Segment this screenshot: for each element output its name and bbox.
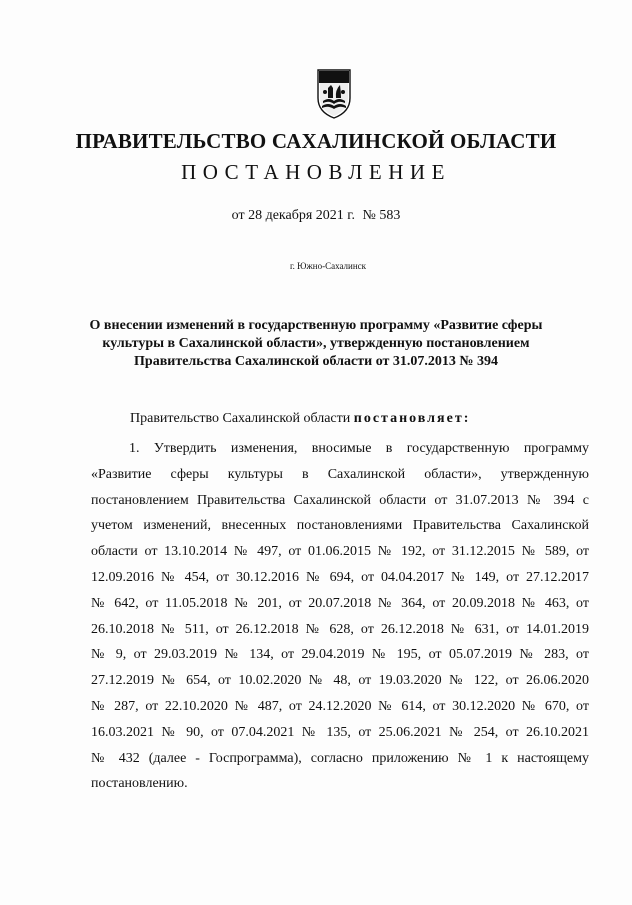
paragraph-line: № 642, от 11.05.2018 № 201, от 20.07.2018 № 364, от 20.09.2018 № 463, от (91, 595, 589, 611)
paragraph-line: постановлению. (91, 776, 188, 792)
paragraph-line: № 432 (далее - Госпрограмма), согласно приложению № 1 к настоящему (91, 750, 589, 766)
paragraph-line: «Развитие сферы культуры в Сахалинской области», утвержденную (91, 466, 589, 482)
paragraph-line: 27.12.2019 № 654, от 10.02.2020 № 48, от 19.03.2020 № 122, от 26.06.2020 (91, 673, 589, 689)
document-subject (70, 317, 562, 371)
subject-line: О внесении изменений в государственную программу «Развитие сферы (89, 318, 543, 333)
subject-line: Правительства Сахалинской области от 31.07.2013 № 394 (134, 354, 498, 369)
paragraph-line: 12.09.2016 № 454, от 30.12.2016 № 694, от 04.04.2017 № 149, от 27.12.2017 (91, 569, 589, 585)
paragraph-line: № 287, от 22.10.2020 № 487, от 24.12.2020 № 614, от 30.12.2020 № 670, от (91, 698, 589, 714)
government-title: ПРАВИТЕЛЬСТВО САХАЛИНСКОЙ ОБЛАСТИ (75, 129, 557, 153)
paragraph-line: постановлением Правительства Сахалинской области от 31.07.2013 № 394 с (91, 492, 589, 508)
paragraph-1 (91, 436, 589, 797)
date-number-line (0, 208, 632, 224)
document-date: от 28 декабря 2021 г. (231, 208, 355, 223)
paragraph-line: области от 13.10.2014 № 497, от 01.06.2015 № 192, от 31.12.2015 № 589, от (91, 544, 589, 560)
subject-line: культуры в Сахалинской области», утвержденную постановлением (102, 336, 530, 351)
document-type: ПОСТАНОВЛЕНИЕ (181, 160, 451, 184)
preamble-prefix: Правительство Сахалинской области (130, 411, 351, 426)
paragraph-line: 26.10.2018 № 511, от 26.12.2018 № 628, от 26.12.2018 № 631, от 14.01.2019 (91, 621, 589, 637)
preamble-emphasis: постановляет: (353, 411, 471, 426)
paragraph-line: № 9, от 29.03.2019 № 134, от 29.04.2019 № 195, от 05.07.2019 № 283, от (91, 647, 589, 663)
document-number: № 583 (362, 208, 401, 223)
city-line: г. Южно-Сахалинск (290, 261, 367, 271)
preamble (130, 411, 470, 427)
paragraph-line: 16.03.2021 № 90, от 07.04.2021 № 135, от 25.06.2021 № 254, от 26.10.2021 (91, 724, 589, 740)
sakhalin-coat-of-arms-icon (314, 68, 354, 120)
paragraph-line: учетом изменений, внесенных постановлениями Правительства Сахалинской (91, 518, 589, 534)
paragraph-line: 1. Утвердить изменения, вносимые в государственную программу (129, 441, 589, 456)
